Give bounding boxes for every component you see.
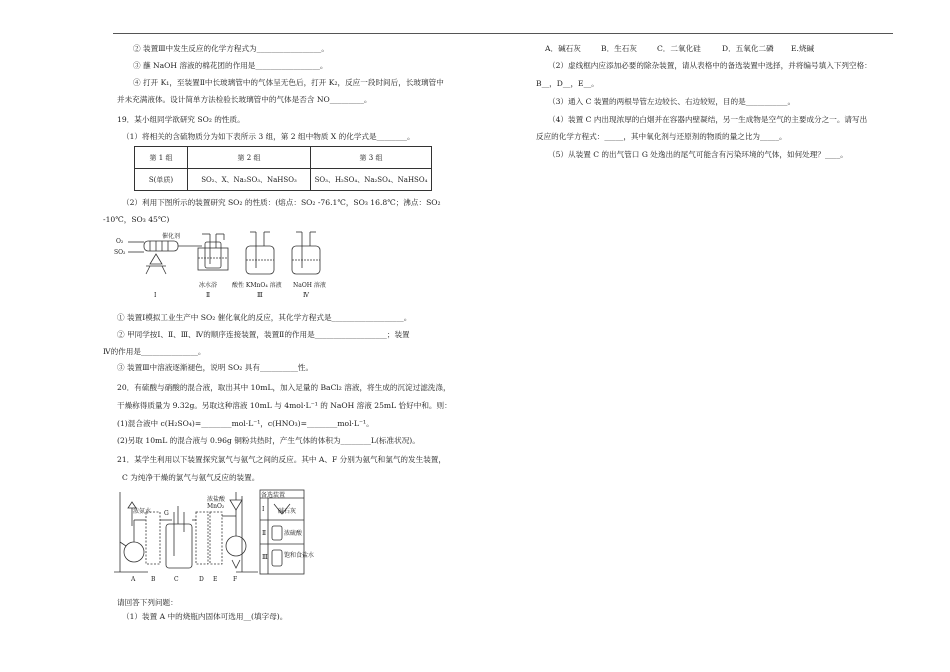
text-line: （1）装置 A 中的烧瓶内固体可选用__(填字母)。 xyxy=(122,612,288,621)
catalyst-label: 催化剂 xyxy=(162,233,181,240)
conc-ammonia-label: 浓氨水 xyxy=(133,508,152,515)
spare-2-label: Ⅱ xyxy=(262,530,267,537)
text-line: B__，D__，E__。 xyxy=(536,79,599,88)
text-line: 请回答下列问题： xyxy=(117,598,178,607)
sat-nacl-label: 饱和食盐水 xyxy=(284,552,315,559)
apparatus-4-label: Ⅳ xyxy=(303,292,309,299)
table-cell: SO₂、X、Na₂SO₃、NaHSO₃ xyxy=(188,169,311,191)
sulfur-groups-table xyxy=(134,146,432,191)
device-c-label: C xyxy=(174,576,179,583)
table-header-cell: 第 1 组 xyxy=(135,147,188,169)
text-line: （3）通入 C 装置的两根导管左边较长、右边较短，目的是___________。 xyxy=(548,97,796,106)
question-21: 21．某学生利用以下装置探究氯气与氨气之间的反应。其中 A、F 分别为氨气和氯气的发生装置， xyxy=(117,455,446,464)
question-20: 20．有硫酸与硝酸的混合液，取出其中 10mL，加入足量的 BaCl₂ 溶液，将生成的沉淀过滤洗涤， xyxy=(117,383,451,392)
text-line: （5）从装置 C 的出气管口 G 处逸出的尾气可能含有污染环境的气体，如何处理？____。 xyxy=(548,150,848,159)
text-line: (2)另取 10mL 的混合液与 0.96g 铜粉共热时，产生气体的体积为________L(标准状况)。 xyxy=(117,436,420,445)
conc-h2so4-label: 浓硫酸 xyxy=(284,530,303,537)
device-f-label: F xyxy=(233,576,238,583)
text-line: ④ 打开 K₁，至装置Ⅱ中长玻璃管中的气体呈无色后，打开 K₂，反应一段时间后，长玻璃管中 xyxy=(133,78,444,87)
question-19-part2: （2）利用下图所示的装置研究 SO₂ 的性质：(熔点：SO₂ -76.1℃，SO₃ 16.8℃；沸点：SO₂ xyxy=(122,198,441,207)
text-line: 并未充满液体。设计简单方法检验长玻璃管中的气体是否含 NO_________。 xyxy=(117,95,372,104)
text-line: （2）虚线框内应添加必要的除杂装置，请从表格中的备选装置中选择，并将编号填入下列空格： xyxy=(548,61,872,70)
text-line: 干燥称得质量为 9.32g。另取这种溶液 10mL 与 4mol·L⁻¹ 的 NaOH 溶液 25mL 恰好中和。则： xyxy=(117,401,452,410)
table-header-cell: 第 2 组 xyxy=(188,147,311,169)
apparatus-3-label: Ⅲ xyxy=(257,292,263,299)
text-line: C 为纯净干燥的氯气与氨气反应的装置。 xyxy=(122,473,260,482)
table-header-row xyxy=(135,147,432,169)
text-line: ② 甲同学按Ⅰ、Ⅱ、Ⅲ、Ⅳ的顺序连接装置，装置Ⅱ的作用是___________________；装置 xyxy=(117,330,410,339)
so2-label: SO₂ xyxy=(114,249,126,256)
device-d-label: D xyxy=(199,576,204,583)
device-a-label: A xyxy=(131,576,136,583)
option-b: B．生石灰 xyxy=(601,44,637,53)
apparatus-1-label: Ⅰ xyxy=(154,292,157,299)
text-line: ② 装置Ⅲ中发生反应的化学方程式为_________________。 xyxy=(133,44,329,53)
kmno4-label: 酸性 KMnO₄ 溶液 xyxy=(232,282,282,289)
device-e-label: E xyxy=(213,576,218,583)
option-a: A．碱石灰 xyxy=(545,44,581,53)
text-line: -10℃，SO₃ 45℃) xyxy=(103,215,170,224)
text-line: Ⅳ的作用是_______________。 xyxy=(103,347,206,356)
table-row xyxy=(135,169,432,191)
text-line: 反应的化学方程式：_____，其中氧化剂与还原剂的物质的量之比为_____。 xyxy=(536,132,787,141)
spare-1-label: Ⅰ xyxy=(262,506,265,513)
text-line: （4）装置 C 内出现浓厚的白烟并在容器内壁凝结，另一生成物是空气的主要成分之一。请写出 xyxy=(548,115,868,124)
header-rule xyxy=(113,33,893,34)
spare-devices-label: 备选装置 xyxy=(261,492,286,499)
question-19-part1: （1）将相关的含硫物质分为如下表所示 3 组，第 2 组中物质 X 的化学式是________。 xyxy=(122,132,415,141)
text-line: ③ 蘸 NaOH 溶液的棉花团的作用是_________________。 xyxy=(133,61,328,70)
naoh-label: NaOH 溶液 xyxy=(293,282,326,289)
conc-hcl-label: 浓盐酸 xyxy=(207,496,226,503)
o2-label: O₂ xyxy=(116,238,124,245)
device-b-label: B xyxy=(151,576,156,583)
table-cell: SO₃、H₂SO₄、Na₂SO₄、NaHSO₄ xyxy=(311,169,432,191)
outlet-g-label: G xyxy=(164,510,169,517)
option-d: D．五氧化二磷 xyxy=(722,44,774,53)
apparatus-2-label: Ⅱ xyxy=(206,292,211,299)
so2-apparatus-figure xyxy=(110,228,350,304)
ice-bath-label: 冰水浴 xyxy=(199,282,218,289)
question-19: 19．某小组同学欲研究 SO₂ 的性质。 xyxy=(117,115,245,124)
table-header-cell: 第 3 组 xyxy=(311,147,432,169)
soda-lime-label: 碱石灰 xyxy=(278,508,297,515)
mno2-label: MnO₂ xyxy=(207,503,225,510)
option-c: C．二氧化硅 xyxy=(657,44,701,53)
table-cell: S(单质) xyxy=(135,169,188,191)
text-line: ③ 装置Ⅲ中溶液逐渐褪色，说明 SO₂ 具有__________性。 xyxy=(117,363,314,372)
text-line: ① 装置Ⅰ模拟工业生产中 SO₂ 催化氧化的反应，其化学方程式是___________________。 xyxy=(117,313,412,322)
spare-3-label: Ⅲ xyxy=(262,554,268,561)
option-e: E.烧碱 xyxy=(791,44,815,53)
text-line: (1)混合液中 c(H₂SO₄)=________mol·L⁻¹，c(HNO₃)=________mol·L⁻¹。 xyxy=(117,419,374,428)
